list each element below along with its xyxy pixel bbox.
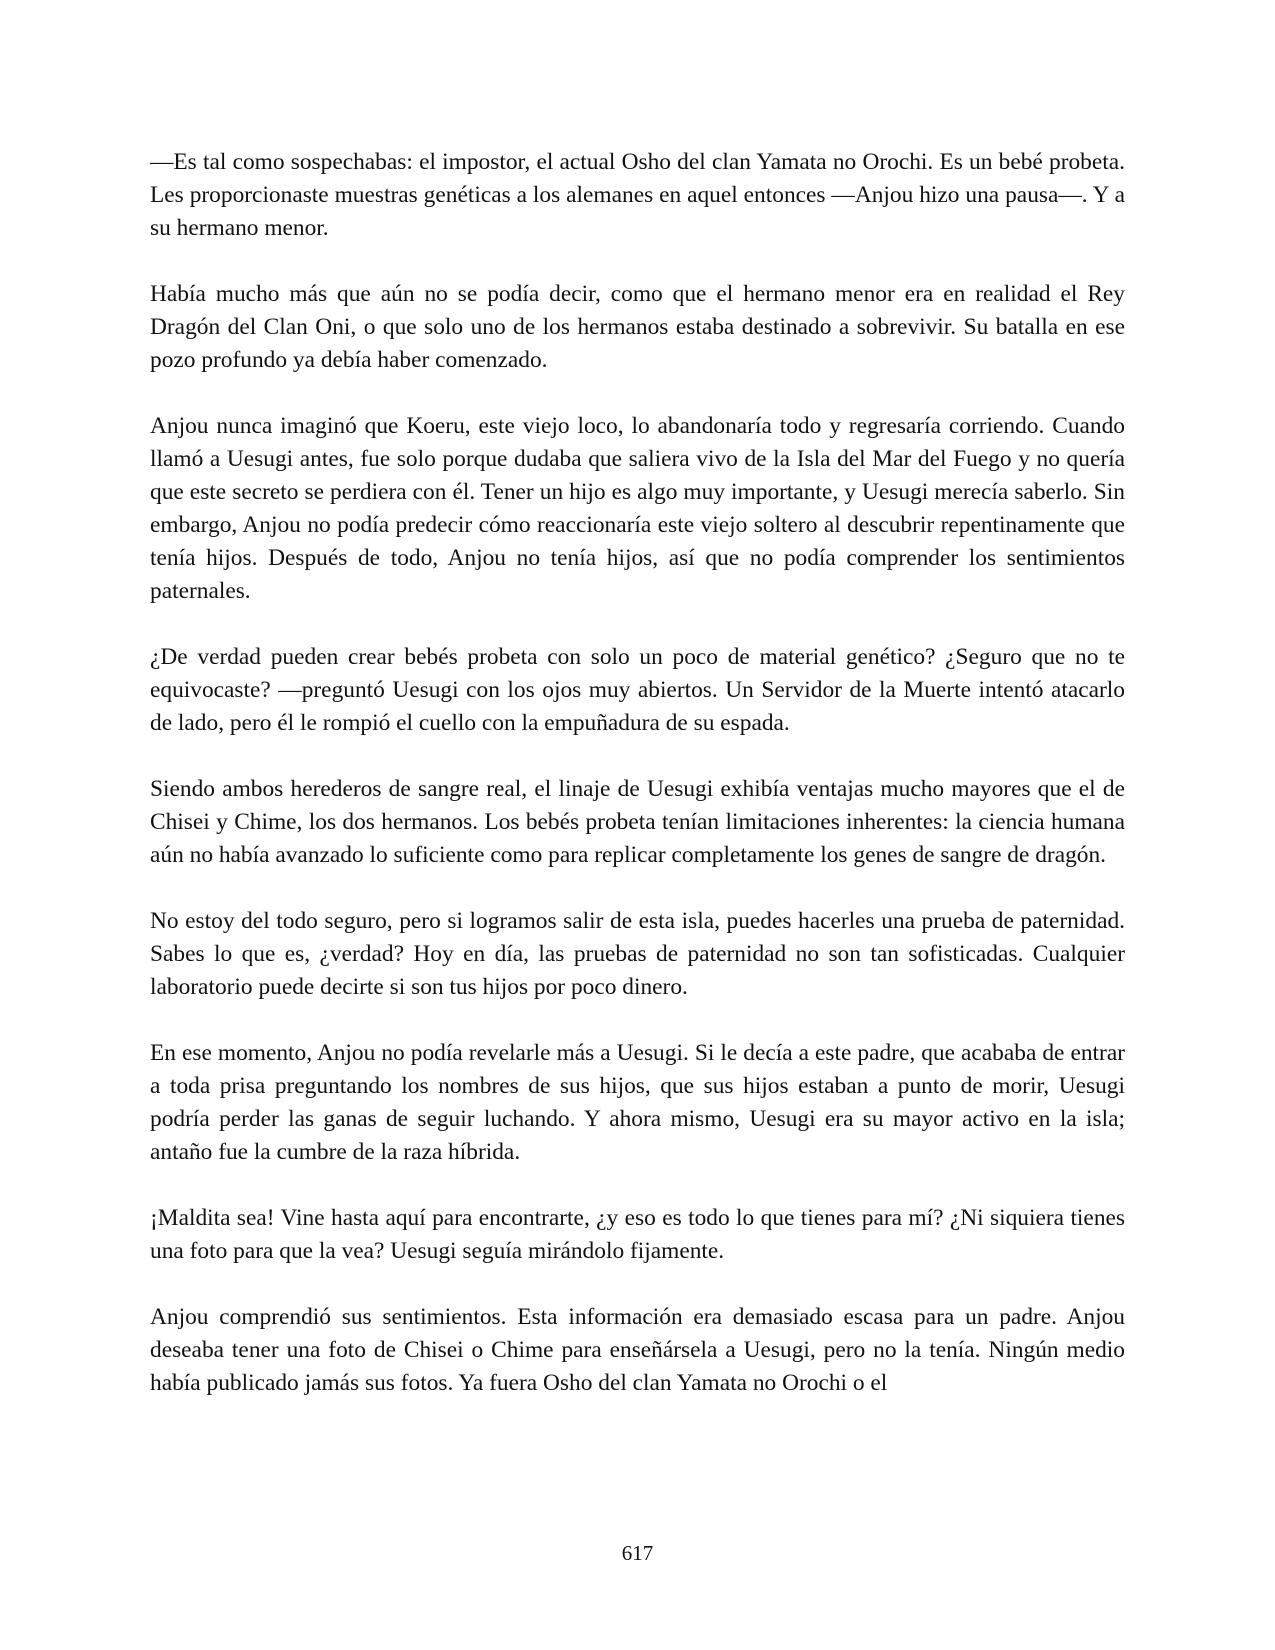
body-text xyxy=(150,146,1125,1433)
paragraph-9: Anjou comprendió sus sentimientos. Esta información era demasiado escasa para un padre. Anjou deseaba tener una foto de Chisei o Chime para enseñársela a Uesugi, pero no la tenía. Ningún medio había publicado jamás sus fotos. Ya fuera Osho del clan Yamata no Orochi o el xyxy=(150,1304,1125,1396)
paragraph-6: No estoy del todo seguro, pero si logramos salir de esta isla, puedes hacerles una prueba de paternidad. Sabes lo que es, ¿verdad? Hoy en día, las pruebas de paternidad no son tan sofisticadas. Cualquier laboratorio puede decirte si son tus hijos por poco dinero. xyxy=(150,908,1125,1000)
paragraph-7: En ese momento, Anjou no podía revelarle más a Uesugi. Si le decía a este padre, que acababa de entrar a toda prisa preguntando los nombres de sus hijos, que sus hijos estaban a punto de morir, Uesugi podría perder las ganas de seguir luchando. Y ahora mismo, Uesugi era su mayor activo en la isla; antaño fue la cumbre de la raza híbrida. xyxy=(150,1040,1125,1165)
paragraph-2: Había mucho más que aún no se podía decir, como que el hermano menor era en realidad el Rey Dragón del Clan Oni, o que solo uno de los hermanos estaba destinado a sobrevivir. Su batalla en ese pozo profundo ya debía haber comenzado. xyxy=(150,281,1125,373)
paragraph-8: ¡Maldita sea! Vine hasta aquí para encontrarte, ¿y eso es todo lo que tienes para mí? ¿Ni siquiera tienes una foto para que la vea? Uesugi seguía mirándolo fijamente. xyxy=(150,1205,1125,1264)
paragraph-4: ¿De verdad pueden crear bebés probeta con solo un poco de material genético? ¿Seguro que no te equivocaste? —preguntó Uesugi con los ojos muy abiertos. Un Servidor de la Muerte intentó atacarlo de lado, pero él le rompió el cuello con la empuñadura de su espada. xyxy=(150,644,1125,736)
paragraph-3: Anjou nunca imaginó que Koeru, este viejo loco, lo abandonaría todo y regresaría corriendo. Cuando llamó a Uesugi antes, fue solo porque dudaba que saliera vivo de la Isla del Mar del Fuego y no quería que este secreto se perdiera con él. Tener un hijo es algo muy importante, y Uesugi merecía saberlo. Sin embargo, Anjou no podía predecir cómo reaccionaría este viejo soltero al descubrir repentinamente que tenía hijos. Después de todo, Anjou no tenía hijos, así que no podía comprender los sentimientos paternales. xyxy=(150,413,1125,604)
paragraph-1: —Es tal como sospechabas: el impostor, el actual Osho del clan Yamata no Orochi. Es un bebé probeta. Les proporcionaste muestras genéticas a los alemanes en aquel entonces —Anjou hizo una pausa—. Y a su hermano menor. xyxy=(150,149,1125,241)
page-number: 617 xyxy=(621,1541,654,1565)
paragraph-5: Siendo ambos herederos de sangre real, el linaje de Uesugi exhibía ventajas mucho mayores que el de Chisei y Chime, los dos hermanos. Los bebés probeta tenían limitaciones inherentes: la ciencia humana aún no había avanzado lo suficiente como para replicar completamente los genes de sangre de dragón. xyxy=(150,776,1125,868)
